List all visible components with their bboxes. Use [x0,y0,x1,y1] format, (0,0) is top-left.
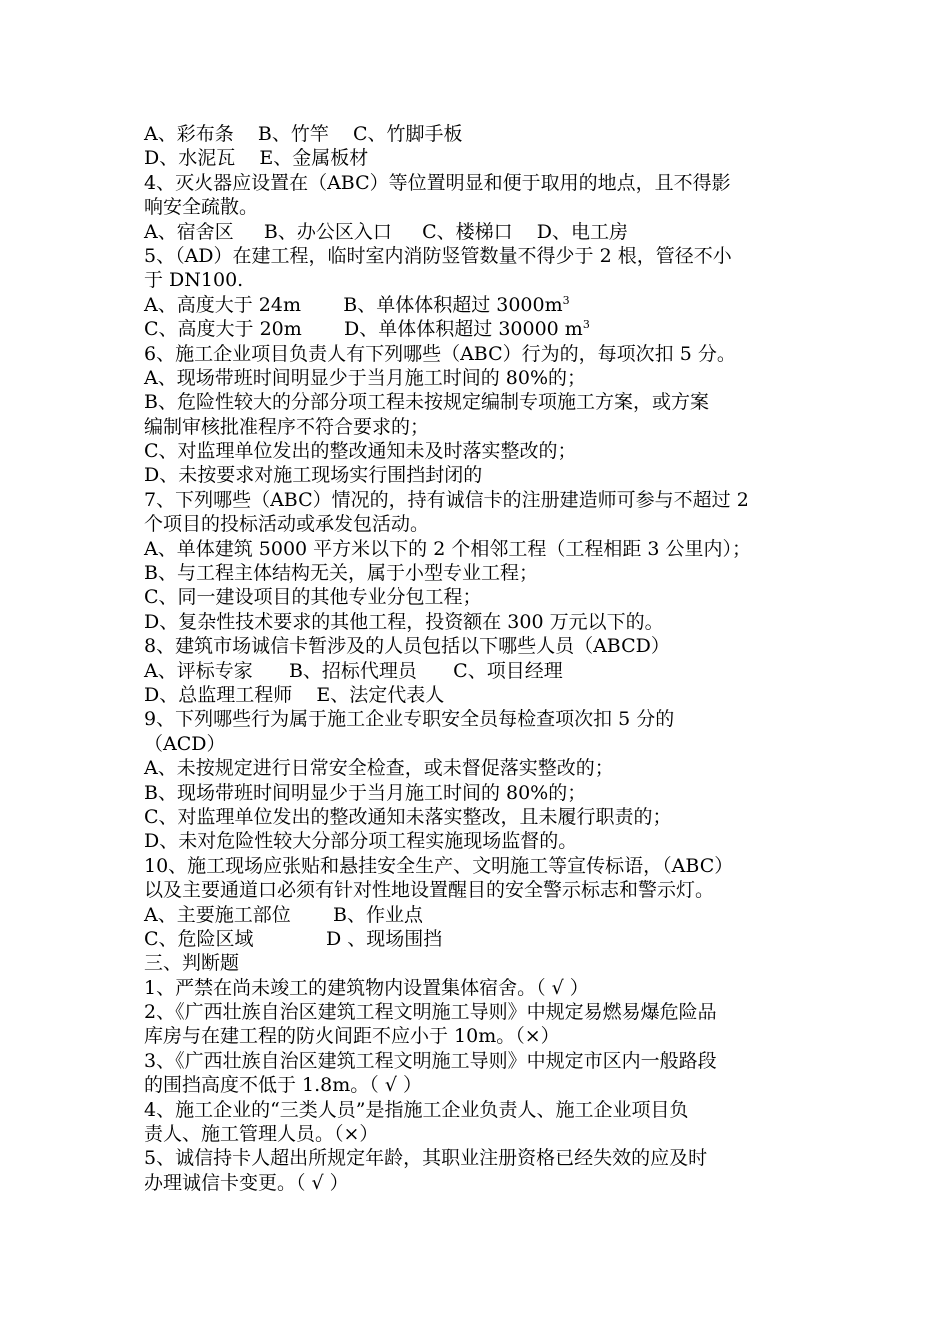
text-line: A、现场带班时间明显少于当月施工时间的 80%的； [144,366,586,389]
text-line: C、危险区域 D 、现场围挡 [144,927,443,950]
text-line: A、宿舍区 B、办公区入口 C、楼梯口 D、电工房 [144,220,629,243]
text-line: 8、建筑市场诚信卡暂涉及的人员包括以下哪些人员（ABCD） [144,635,670,658]
text-line: 9、下列哪些行为属于施工企业专职安全员每检查项次扣 5 分的 [144,708,675,731]
text-line: 1、严禁在尚未竣工的建筑物内设置集体宿舍。（ √ ） [144,976,589,999]
text-line: 编制审核批准程序不符合要求的； [144,415,430,438]
text-line: 责人、施工管理人员。（×） [144,1123,379,1146]
text-line: 的围挡高度不低于 1.8m。（ √ ） [144,1074,422,1097]
text-line: A、单体建筑 5000 平方米以下的 2 个相邻工程（工程相距 3 公里内）； [144,537,751,560]
text-line: D、未按要求对施工现场实行围挡封闭的 [144,464,483,487]
text-line: 5、诚信持卡人超出所规定年龄，其职业注册资格已经失效的应及时 [144,1147,708,1170]
section-heading: 三、判断题 [144,952,240,975]
text-line: 库房与在建工程的防火间距不应小于 10m。（×） [144,1025,560,1048]
text-line: A、主要施工部位 B、作业点 [144,903,423,926]
text-line: （ACD） [144,732,226,755]
superscript-cubed: 3 [562,293,570,307]
text-line: 5、（AD）在建工程，临时室内消防竖管数量不得少于 2 根，管径不小 [144,244,732,267]
text-line: 2、《广西壮族自治区建筑工程文明施工导则》中规定易燃易爆危险品 [144,1001,717,1024]
text-line: 10、施工现场应张贴和悬挂安全生产、文明施工等宣传标语，（ABC） [144,854,734,877]
text-line: B、与工程主体结构无关，属于小型专业工程； [144,562,538,585]
text-line-body: C、高度大于 20m D、单体体积超过 30000 m [144,318,583,341]
text-line: A、评标专家 B、招标代理员 C、项目经理 [144,659,563,682]
text-line [144,293,812,317]
text-line: 4、灭火器应设置在（ABC）等位置明显和便于取用的地点，且不得影 [144,171,731,194]
text-line-body: A、高度大于 24m B、单体体积超过 3000m [144,293,563,316]
text-line: 4、施工企业的“三类人员”是指施工企业负责人、施工企业项目负 [144,1098,689,1121]
document-page [144,122,812,1195]
text-line: D、复杂性技术要求的其他工程，投资额在 300 万元以下的。 [144,610,664,633]
text-line: 3、《广西壮族自治区建筑工程文明施工导则》中规定市区内一般路段 [144,1049,717,1072]
text-line: C、同一建设项目的其他专业分包工程； [144,586,482,609]
text-line: 6、施工企业项目负责人有下列哪些（ABC）行为的，每项次扣 5 分。 [144,342,736,365]
text-line: D、水泥瓦 E、金属板材 [144,147,369,170]
text-line: D、未对危险性较大分部分项工程实施现场监督的。 [144,830,578,853]
text-line [144,317,812,341]
text-line: 以及主要通道口必须有针对性地设置醒目的安全警示标志和警示灯。 [144,879,715,902]
text-line: D、总监理工程师 E、法定代表人 [144,683,445,706]
text-line: A、未按规定进行日常安全检查，或未督促落实整改的； [144,757,614,780]
text-line: B、现场带班时间明显少于当月施工时间的 80%的； [144,781,587,804]
superscript-cubed: 3 [582,318,590,332]
text-line: 办理诚信卡变更。（ √ ） [144,1171,349,1194]
text-line: C、对监理单位发出的整改通知未及时落实整改的； [144,440,577,463]
text-line: C、对监理单位发出的整改通知未落实整改，且未履行职责的； [144,805,672,828]
text-line: A、彩布条 B、竹竿 C、竹脚手板 [144,123,463,145]
text-line: B、危险性较大的分部分项工程未按规定编制专项施工方案，或方案 [144,391,709,414]
text-line: 于 DN100. [144,269,244,292]
text-line: 响安全疏散。 [144,196,259,219]
text-line: 7、下列哪些（ABC）情况的，持有诚信卡的注册建造师可参与不超过 2 [144,488,749,511]
text-line: 个项目的投标活动或承发包活动。 [144,513,430,536]
